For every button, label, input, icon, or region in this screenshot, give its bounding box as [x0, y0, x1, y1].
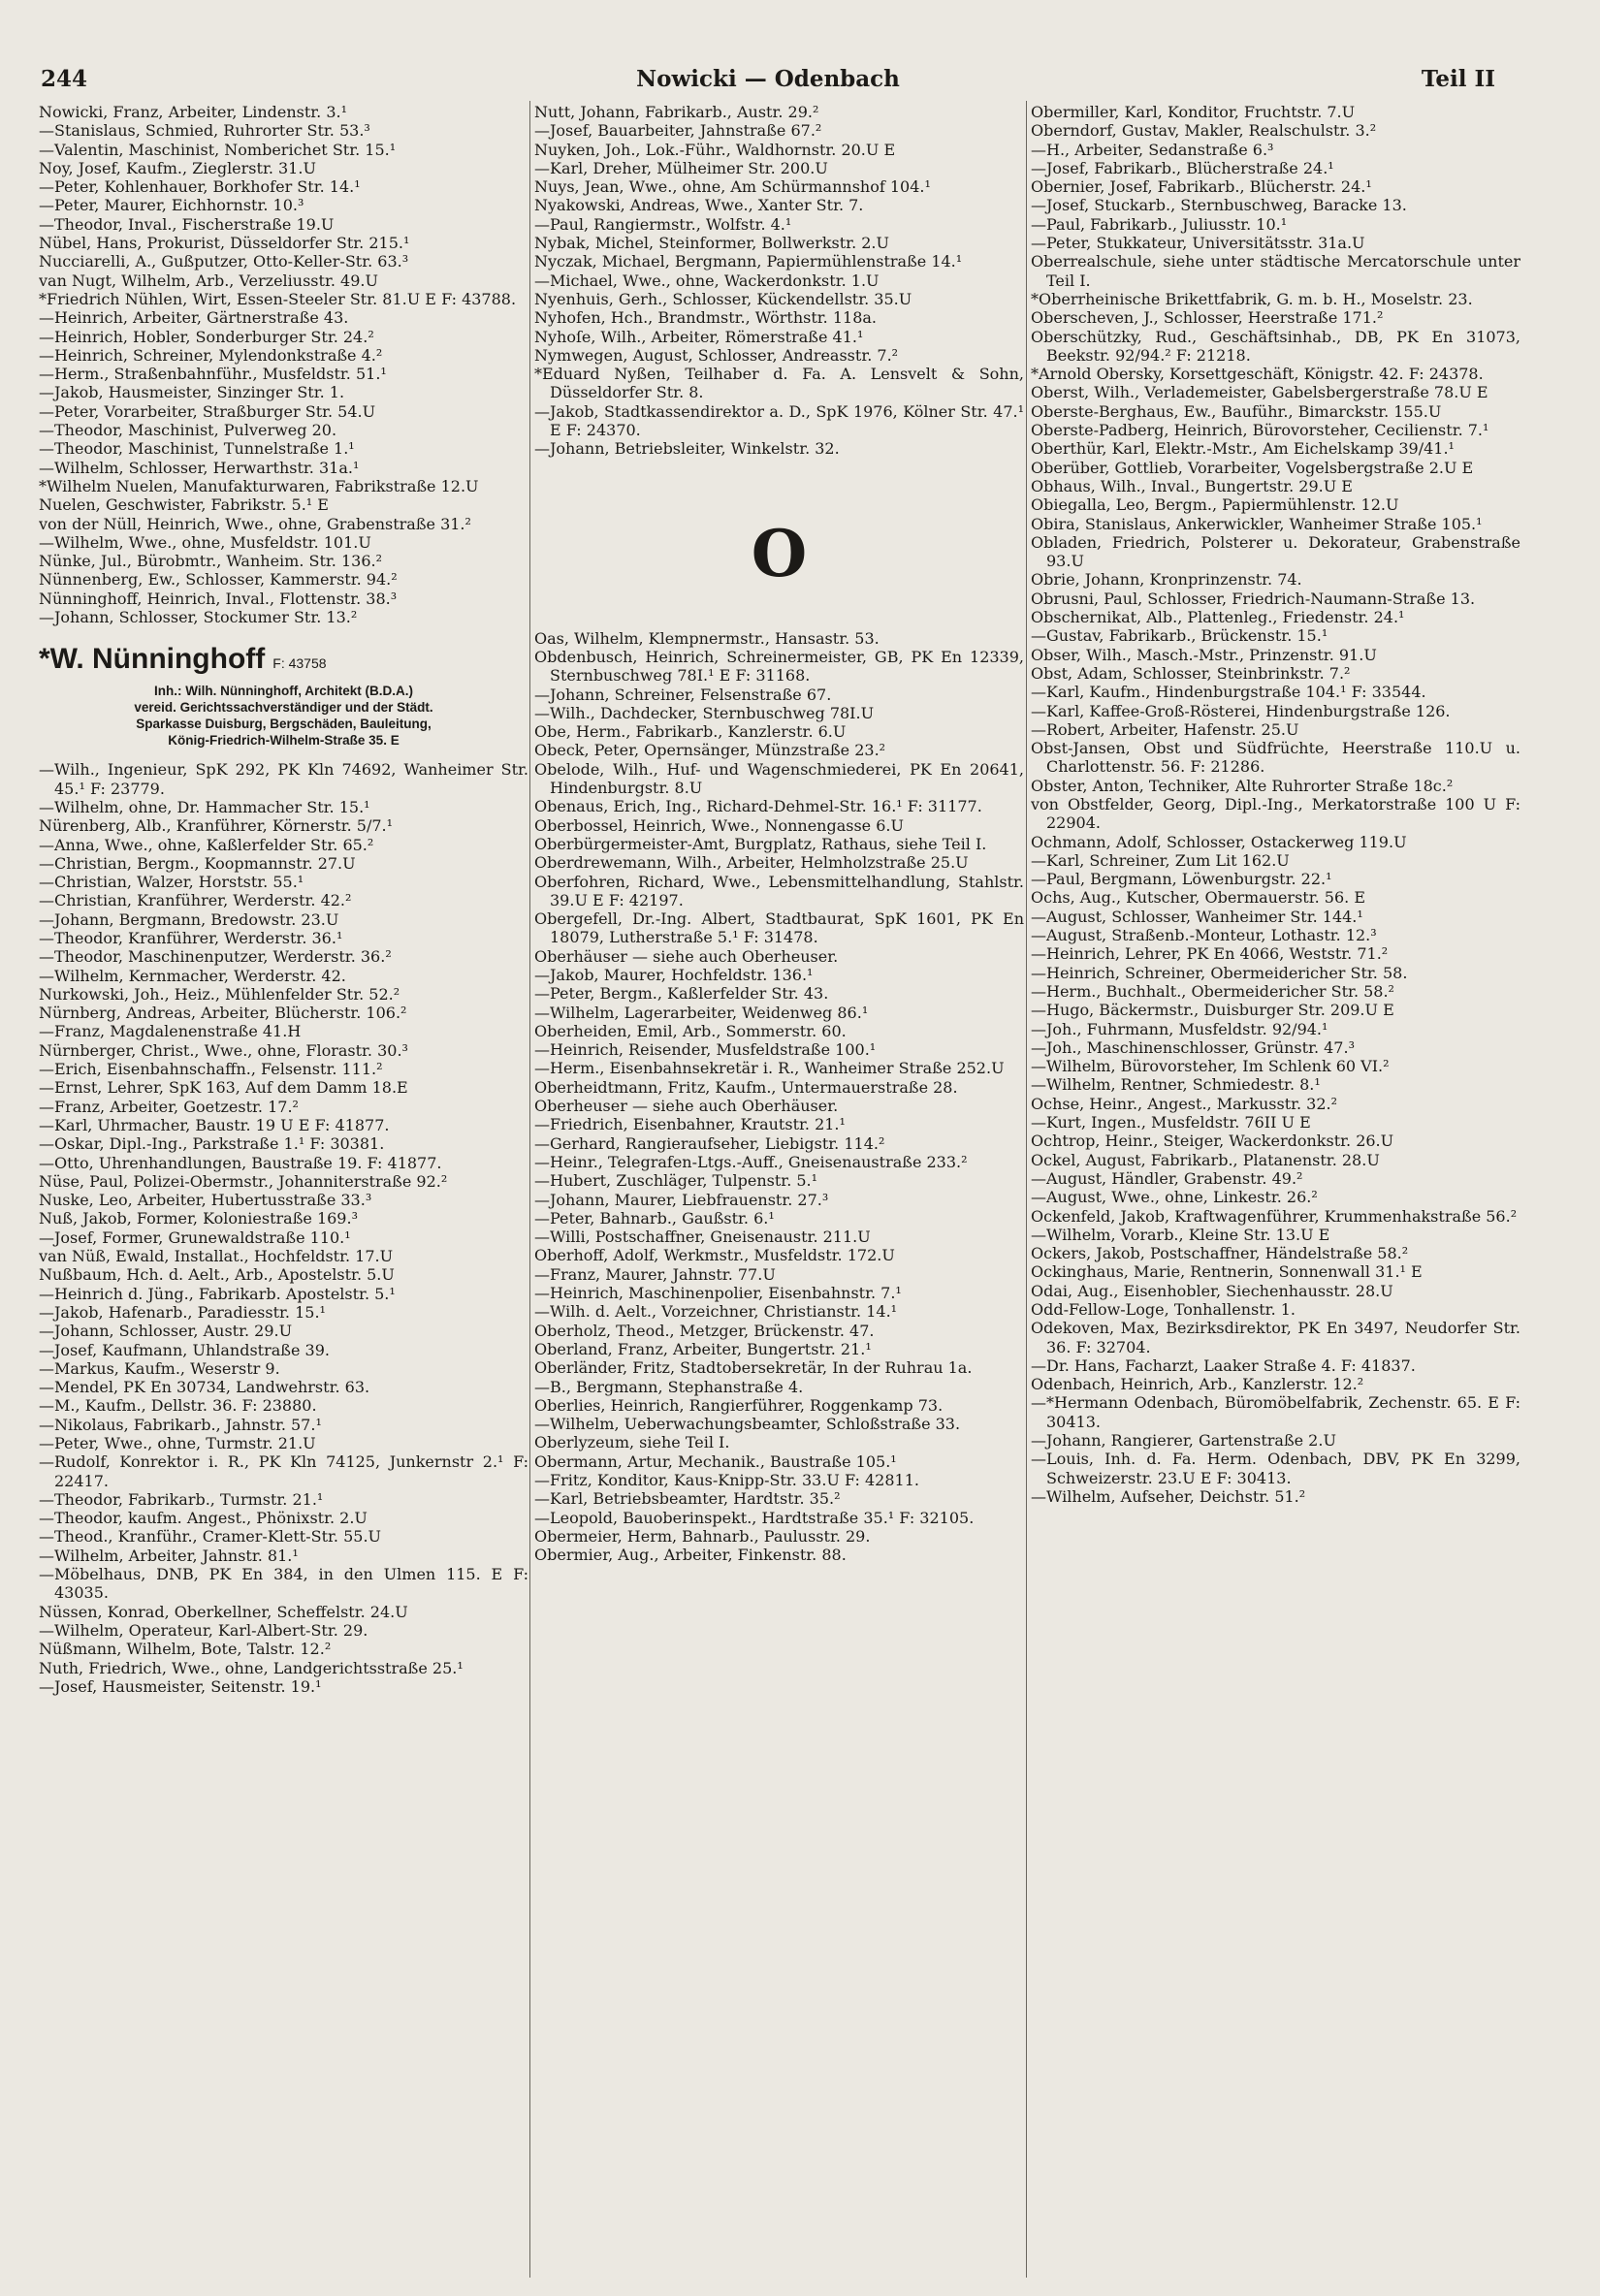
directory-entry: —Ernst, Lehrer, SpK 163, Auf dem Damm 18.E: [39, 1078, 408, 1098]
directory-entry: Obser, Wilh., Masch.-Mstr., Prinzenstr. 91.U: [1031, 645, 1377, 664]
directory-entry: Oberlies, Heinrich, Rangierführer, Roggenkamp 73.: [534, 1395, 944, 1415]
directory-entry: Oberste-Berghaus, Ew., Bauführ., Bimarckstr. 155.U: [1031, 401, 1442, 421]
directory-entry: —Karl, Kaufm., Hindenburgstraße 104.¹ F: 33544.: [1031, 683, 1426, 702]
directory-entry: Nübel, Hans, Prokurist, Düsseldorfer Str. 215.¹: [39, 234, 410, 253]
directory-entry: —Karl, Betriebsbeamter, Hardtstr. 35.²: [534, 1489, 841, 1509]
directory-entry: Odd-Fellow-Loge, Tonhallenstr. 1.: [1031, 1300, 1296, 1319]
directory-entry: Nyakowski, Andreas, Wwe., Xanter Str. 7.: [534, 196, 864, 215]
directory-entry: —Wilhelm, Bürovorsteher, Im Schlenk 60 VI.²: [1031, 1057, 1390, 1076]
directory-entry: —Peter, Bahnarb., Gaußstr. 6.¹: [534, 1208, 775, 1228]
directory-entry: Obira, Stanislaus, Ankerwickler, Wanheimer Straße 105.¹: [1031, 514, 1483, 533]
directory-entry: Oberste-Padberg, Heinrich, Bürovorsteher, Cecilienstr. 7.¹: [1031, 421, 1489, 440]
directory-entry: Obenaus, Erich, Ing., Richard-Dehmel-Str. 16.¹ F: 31177.: [534, 797, 982, 816]
directory-entry: —Heinrich, Reisender, Musfeldstraße 100.¹: [534, 1040, 877, 1060]
directory-entry: —August, Schlosser, Wanheimer Str. 144.¹: [1031, 907, 1363, 926]
directory-entry: Obermann, Artur, Mechanik., Baustraße 105.¹: [534, 1451, 897, 1471]
directory-entry: —Valentin, Maschinist, Nomberichet Str. 15.¹: [39, 140, 397, 159]
directory-entry: Obiegalla, Leo, Bergm., Papiermühlenstr. 12.U: [1031, 495, 1399, 515]
directory-entry: Oberheuser — siehe auch Oberhäuser.: [534, 1097, 839, 1116]
column-divider: [1026, 101, 1027, 2278]
directory-entry: —Leopold, Bauoberinspekt., Hardtstraße 35.¹ F: 32105.: [534, 1508, 975, 1527]
directory-entry: Oas, Wilhelm, Klempnermstr., Hansastr. 53.: [534, 628, 880, 648]
directory-entry: Nuyken, Joh., Lok.-Führ., Waldhornstr. 20.U E: [534, 140, 896, 159]
directory-entry: Oberland, Franz, Arbeiter, Bungertstr. 21.¹: [534, 1339, 872, 1358]
directory-entry: —Theodor, Maschinist, Tunnelstraße 1.¹: [39, 439, 355, 459]
directory-entry: —Wilhelm, Wwe., ohne, Musfeldstr. 101.U: [39, 532, 371, 552]
directory-entry: —Michael, Wwe., ohne, Wackerdonkstr. 1.U: [534, 271, 880, 290]
directory-entry: Oberheidtmann, Fritz, Kaufm., Untermauerstraße 28.: [534, 1077, 958, 1097]
directory-entry: —Jakob, Hafenarb., Paradiesstr. 15.¹: [39, 1302, 326, 1322]
directory-entry: —Mendel, PK En 30734, Landwehrstr. 63.: [39, 1378, 370, 1397]
directory-entry: Nüssen, Konrad, Oberkellner, Scheffelstr. 24.U: [39, 1602, 408, 1621]
directory-entry: —Wilh., Ingenieur, SpK 292, PK Kln 74692, Wanheimer Str. 45.¹ F: 23779.: [39, 760, 528, 798]
directory-entry: Nuelen, Geschwister, Fabrikstr. 5.¹ E: [39, 495, 329, 515]
directory-entry: Obhaus, Wilh., Inval., Bungertstr. 29.U E: [1031, 476, 1353, 495]
directory-entry: —Josef, Hausmeister, Seitenstr. 19.¹: [39, 1676, 322, 1696]
directory-entry: —Josef, Kaufmann, Uhlandstraße 39.: [39, 1340, 330, 1359]
directory-entry: —Erich, Eisenbahnschaffn., Felsenstr. 111.²: [39, 1060, 383, 1079]
directory-entry: —Robert, Arbeiter, Hafenstr. 25.U: [1031, 719, 1299, 739]
directory-entry: —Stanislaus, Schmied, Ruhrorter Str. 53.³: [39, 121, 370, 141]
column-1: [39, 103, 528, 2275]
directory-entry: Nürnberg, Andreas, Arbeiter, Blücherstr. 106.²: [39, 1004, 407, 1023]
directory-entry: Nyenhuis, Gerh., Schlosser, Kückendellstr. 35.U: [534, 289, 912, 308]
page-header: [41, 66, 1495, 107]
directory-entry: —Rudolf, Konrektor i. R., PK Kln 74125, Junkernstr 2.¹ F: 22417.: [39, 1452, 528, 1490]
directory-entry: —Wilhelm, Kernmacher, Werderstr. 42.: [39, 966, 346, 985]
directory-entry: —Herm., Buchhalt., Obermeidericher Str. 58.²: [1031, 981, 1394, 1001]
directory-entry: Oberholz, Theod., Metzger, Brückenstr. 47.: [534, 1321, 875, 1340]
directory-entry: Nünninghoff, Heinrich, Inval., Flottenstr. 38.³: [39, 589, 398, 608]
directory-entry: Nünke, Jul., Bürobmtr., Wanheim. Str. 136.²: [39, 552, 382, 571]
advertisement: [39, 640, 528, 749]
directory-entry: —Jakob, Stadtkassendirektor a. D., SpK 1976, Kölner Str. 47.¹ E F: 24370.: [534, 401, 1024, 440]
directory-entry: —Markus, Kaufm., Weserstr 9.: [39, 1358, 280, 1378]
directory-entry: Obelode, Wilh., Huf- und Wagenschmiederei, PK En 20641, Hindenburgstr. 8.U: [534, 759, 1024, 798]
directory-entry: Oberbürgermeister-Amt, Burgplatz, Rathaus, siehe Teil I.: [534, 834, 987, 853]
directory-entry: *Wilhelm Nuelen, Manufakturwaren, Fabrikstraße 12.U: [39, 476, 479, 495]
directory-entry: Obladen, Friedrich, Polsterer u. Dekorateur, Grabenstraße 93.U: [1031, 532, 1520, 571]
directory-entry: —Heinrich, Maschinenpolier, Eisenbahnstr. 7.¹: [534, 1284, 902, 1303]
directory-entry: —Heinr., Telegrafen-Ltgs.-Auff., Gneisenaustraße 233.²: [534, 1152, 968, 1171]
page-range-title: Nowicki — Odenbach: [636, 66, 900, 92]
directory-entry: Obe, Herm., Fabrikarb., Kanzlerstr. 6.U: [534, 722, 847, 742]
directory-entry: —Wilhelm, Rentner, Schmiedestr. 8.¹: [1031, 1075, 1321, 1095]
directory-entry: —Peter, Kohlenhauer, Borkhofer Str. 14.¹: [39, 177, 361, 197]
directory-entry: van Nugt, Wilhelm, Arb., Verzeliusstr. 49.U: [39, 271, 378, 290]
ad-name: *W. Nünninghoff: [39, 643, 266, 676]
column-divider: [529, 101, 530, 2278]
directory-entry: —Anna, Wwe., ohne, Kaßlerfelder Str. 65.²: [39, 835, 374, 854]
directory-entry: Oberscheven, J., Schlosser, Heerstraße 171.²: [1031, 308, 1384, 328]
directory-entry: —*Hermann Odenbach, Büromöbelfabrik, Zechenstr. 65. E F: 30413.: [1031, 1393, 1520, 1431]
directory-entry: Oberlyzeum, siehe Teil I.: [534, 1433, 730, 1452]
directory-entry: —Christian, Walzer, Horststr. 55.¹: [39, 873, 304, 892]
directory-entry: —August, Straßenb.-Monteur, Lothastr. 12.³: [1031, 926, 1377, 945]
directory-entry: van Nüß, Ewald, Installat., Hochfeldstr. 17.U: [39, 1247, 394, 1266]
directory-entry: Obermeier, Herm, Bahnarb., Paulusstr. 29.: [534, 1526, 871, 1546]
directory-entry: —Joh., Fuhrmann, Musfeldstr. 92/94.¹: [1031, 1019, 1328, 1038]
directory-entry: Nutt, Johann, Fabrikarb., Austr. 29.²: [534, 103, 819, 121]
directory-entry: —Paul, Bergmann, Löwenburgstr. 22.¹: [1031, 870, 1332, 889]
directory-entry: —B., Bergmann, Stephanstraße 4.: [534, 1377, 804, 1396]
directory-entry: —Heinrich, Hobler, Sonderburger Str. 24.²: [39, 327, 374, 346]
directory-entry: —Christian, Kranführer, Werderstr. 42.²: [39, 891, 352, 910]
directory-entry: Nyhofen, Hch., Brandmstr., Wörthstr. 118a.: [534, 308, 878, 328]
directory-entry: Ockenfeld, Jakob, Kraftwagenführer, Krummenhakstraße 56.²: [1031, 1206, 1518, 1226]
directory-entry: —August, Wwe., ohne, Linkestr. 26.²: [1031, 1188, 1318, 1207]
directory-entry: —Wilhelm, Schlosser, Herwarthstr. 31a.¹: [39, 458, 360, 477]
directory-entry: Ockers, Jakob, Postschaffner, Händelstraße 58.²: [1031, 1244, 1409, 1263]
ad-line: vereid. Gerichtssachverständiger und der Städt.: [134, 700, 433, 716]
directory-entry: Obrie, Johann, Kronprinzenstr. 74.: [1031, 570, 1302, 590]
directory-entry: —Wilhelm, Vorarb., Kleine Str. 13.U E: [1031, 1225, 1330, 1244]
directory-entry: Obermier, Aug., Arbeiter, Finkenstr. 88.: [534, 1546, 847, 1565]
directory-entry: —Jakob, Hausmeister, Sinzinger Str. 1.: [39, 383, 345, 402]
directory-entry: Oberfohren, Richard, Wwe., Lebensmittelhandlung, Stahlstr. 39.U E F: 42197.: [534, 872, 1024, 909]
directory-entry: —Josef, Bauarbeiter, Jahnstraße 67.²: [534, 121, 822, 141]
directory-entry: —Hubert, Zuschläger, Tulpenstr. 5.¹: [534, 1171, 818, 1191]
directory-entry: —Dr. Hans, Facharzt, Laaker Straße 4. F: 41837.: [1031, 1355, 1416, 1375]
directory-entry: —Theodor, Maschinist, Pulverweg 20.: [39, 421, 337, 440]
directory-entry: —Herm., Straßenbahnführ., Musfeldstr. 51.¹: [39, 365, 387, 384]
directory-entry: Obeck, Peter, Opernsänger, Münzstraße 23.²: [534, 741, 886, 760]
directory-entry: —Möbelhaus, DNB, PK En 384, in den Ulmen 115. E F: 43035.: [39, 1565, 528, 1603]
directory-entry: Nybak, Michel, Steinformer, Bollwerkstr. 2.U: [534, 234, 889, 253]
directory-entry: —Karl, Schreiner, Zum Lit 162.U: [1031, 850, 1290, 870]
directory-entry: —M., Kaufm., Dellstr. 36. F: 23880.: [39, 1396, 317, 1416]
directory-entry: Nußbaum, Hch. d. Aelt., Arb., Apostelstr. 5.U: [39, 1265, 395, 1285]
directory-entry: —Peter, Vorarbeiter, Straßburger Str. 54.U: [39, 401, 376, 421]
ad-line: König-Friedrich-Wilhelm-Straße 35. E: [168, 733, 400, 749]
directory-entry: Oberbossel, Heinrich, Wwe., Nonnengasse 6.U: [534, 815, 904, 835]
directory-entry: —Heinrich, Schreiner, Mylendonkstraße 4.²: [39, 345, 383, 365]
directory-entry: —Johann, Bergmann, Bredowstr. 23.U: [39, 909, 339, 929]
directory-entry: —Franz, Magdalenenstraße 41.H: [39, 1022, 302, 1041]
directory-entry: Nuske, Leo, Arbeiter, Hubertusstraße 33.³: [39, 1191, 372, 1210]
directory-entry: —Paul, Rangiermstr., Wolfstr. 4.¹: [534, 214, 792, 234]
directory-entry: —Wilhelm, Aufseher, Deichstr. 51.²: [1031, 1486, 1306, 1506]
directory-entry: Oberthür, Karl, Elektr.-Mstr., Am Eichelskamp 39/41.¹: [1031, 439, 1455, 459]
directory-entry: —August, Händler, Grabenstr. 49.²: [1031, 1168, 1303, 1188]
directory-entry: Oberst, Wilh., Verlademeister, Gabelsbergerstraße 78.U E: [1031, 383, 1488, 402]
directory-entry: Nurkowski, Joh., Heiz., Mühlenfelder Str. 52.²: [39, 984, 400, 1004]
ad-line: Sparkasse Duisburg, Bergschäden, Bauleitung,: [136, 717, 432, 732]
directory-entry: Ochtrop, Heinr., Steiger, Wackerdonkstr. 26.U: [1031, 1132, 1394, 1151]
directory-entry: —Theodor, kaufm. Angest., Phönixstr. 2.U: [39, 1509, 368, 1528]
directory-entry: Ochse, Heinr., Angest., Markusstr. 32.²: [1031, 1094, 1338, 1113]
part-label: Teil II: [1421, 66, 1495, 92]
directory-entry: Ockinghaus, Marie, Rentnerin, Sonnenwall 31.¹ E: [1031, 1262, 1423, 1282]
directory-entry: Obrusni, Paul, Schlosser, Friedrich-Naumann-Straße 13.: [1031, 589, 1476, 608]
directory-entry: —Theodor, Maschinenputzer, Werderstr. 36.²: [39, 947, 392, 967]
directory-entry: Obst-Jansen, Obst und Südfrüchte, Heerstraße 110.U u. Charlottenstr. 56. F: 21286.: [1031, 739, 1520, 777]
directory-entry: Obschernikat, Alb., Plattenleg., Friedenstr. 24.¹: [1031, 608, 1405, 627]
directory-entry: —Heinrich, Schreiner, Obermeidericher Str. 58.: [1031, 963, 1408, 982]
directory-entry: —Heinrich, Lehrer, PK En 4066, Weststr. 71.²: [1031, 944, 1389, 964]
directory-entry: —Karl, Uhrmacher, Baustr. 19 U E F: 41877.: [39, 1115, 390, 1134]
ad-phone: F: 43758: [272, 655, 327, 672]
directory-entry: Oberüber, Gottlieb, Vorarbeiter, Vogelsbergstraße 2.U E: [1031, 458, 1474, 477]
directory-entry: Nüse, Paul, Polizei-Obermstr., Johanniterstraße 92.²: [39, 1171, 448, 1191]
directory-entry: Oberdrewemann, Wilh., Arbeiter, Helmholzstraße 25.U: [534, 853, 969, 873]
directory-entry: Noy, Josef, Kaufm., Zieglerstr. 31.U: [39, 158, 316, 177]
directory-entry: Ochs, Aug., Kutscher, Obermauerstr. 56. E: [1031, 888, 1365, 908]
directory-entry: Oberhoff, Adolf, Werkmstr., Musfeldstr. 172.U: [534, 1246, 895, 1265]
directory-entry: Obernier, Josef, Fabrikarb., Blücherstr. 24.¹: [1031, 177, 1372, 197]
column-2: [534, 103, 1024, 2275]
directory-entry: —Willi, Postschaffner, Gneisenaustr. 211.U: [534, 1228, 871, 1247]
directory-entry: *Arnold Obersky, Korsettgeschäft, Königstr. 42. F: 24378.: [1031, 365, 1484, 384]
directory-entry: —Joh., Maschinenschlosser, Grünstr. 47.³: [1031, 1037, 1355, 1057]
directory-entry: —Josef, Former, Grunewaldstraße 110.¹: [39, 1228, 351, 1247]
directory-entry: Nürenberg, Alb., Kranführer, Körnerstr. 5/7.¹: [39, 816, 394, 836]
directory-entry: —Karl, Kaffee-Groß-Rösterei, Hindenburgstraße 126.: [1031, 701, 1451, 720]
directory-entry: Oberhäuser — siehe auch Oberheuser.: [534, 946, 839, 966]
directory-entry: —H., Arbeiter, Sedanstraße 6.³: [1031, 140, 1274, 159]
directory-entry: Nyhoſe, Wilh., Arbeiter, Römerstraße 41.¹: [534, 327, 864, 346]
directory-entry: Ochmann, Adolf, Schlosser, Ostackerweg 119.U: [1031, 832, 1407, 851]
directory-entry: Nowicki, Franz, Arbeiter, Lindenstr. 3.¹: [39, 103, 348, 121]
directory-entry: —Jakob, Maurer, Hochfeldstr. 136.¹: [534, 965, 814, 984]
directory-entry: —Nikolaus, Fabrikarb., Jahnstr. 57.¹: [39, 1415, 322, 1434]
directory-entry: Obermiller, Karl, Konditor, Fruchtstr. 7.U: [1031, 103, 1356, 121]
directory-entry: Nünnenberg, Ew., Schlosser, Kammerstr. 94.²: [39, 570, 398, 590]
directory-entry: —Otto, Uhrenhandlungen, Baustraße 19. F: 41877.: [39, 1153, 442, 1172]
directory-entry: —Wilh. d. Aelt., Vorzeichner, Christianstr. 14.¹: [534, 1302, 898, 1322]
directory-entry: —Johann, Maurer, Liebfrauenstr. 27.³: [534, 1190, 829, 1209]
directory-entry: Oberschützky, Rud., Geschäftsinhab., DB, PK En 31073, Beekstr. 92/94.² F: 21218.: [1031, 327, 1520, 365]
section-letter: O: [751, 515, 808, 591]
directory-entry: *Friedrich Nühlen, Wirt, Essen-Steeler Str. 81.U E F: 43788.: [39, 289, 517, 308]
directory-entry: Obergefell, Dr.-Ing. Albert, Stadtbaurat, SpK 1601, PK En 18079, Lutherstraße 5.¹ F: 31478.: [534, 909, 1024, 947]
directory-entry: Nuys, Jean, Wwe., ohne, Am Schürmannshof 104.¹: [534, 177, 931, 197]
directory-entry: —Karl, Dreher, Mülheimer Str. 200.U: [534, 158, 828, 177]
directory-entry: Nürnberger, Christ., Wwe., ohne, Florastr. 30.³: [39, 1040, 408, 1060]
directory-entry: —Heinrich, Arbeiter, Gärtnerstraße 43.: [39, 308, 349, 328]
directory-entry: Nuß, Jakob, Former, Koloniestraße 169.³: [39, 1209, 358, 1228]
directory-entry: —Peter, Stukkateur, Universitätsstr. 31a.U: [1031, 234, 1365, 253]
directory-entry: Ockel, August, Fabrikarb., Platanenstr. 28.U: [1031, 1150, 1380, 1169]
directory-entry: —Heinrich d. Jüng., Fabrikarb. Apostelstr. 5.¹: [39, 1284, 396, 1303]
directory-entry: —Friedrich, Eisenbahner, Krautstr. 21.¹: [534, 1115, 846, 1134]
page-number: 244: [41, 66, 88, 92]
directory-entry: —Wilhelm, Lagerarbeiter, Weidenweg 86.¹: [534, 1003, 869, 1022]
directory-entry: —Johann, Schlosser, Austr. 29.U: [39, 1322, 293, 1341]
directory-entry: —Paul, Fabrikarb., Juliusstr. 10.¹: [1031, 214, 1288, 234]
directory-entry: —Johann, Betriebsleiter, Winkelstr. 32.: [534, 439, 840, 459]
directory-entry: —Oskar, Dipl.-Ing., Parkstraße 1.¹ F: 30381.: [39, 1134, 385, 1154]
directory-entry: Nucciarelli, A., Gußputzer, Otto-Keller-Str. 63.³: [39, 252, 409, 271]
directory-entry: —Wilhelm, Arbeiter, Jahnstr. 81.¹: [39, 1546, 299, 1565]
directory-entry: Oberrealschule, siehe unter städtische Mercatorschule unter Teil I.: [1031, 252, 1520, 290]
directory-entry: *Eduard Nyßen, Teilhaber d. Fa. A. Lensvelt & Sohn, Düsseldorfer Str. 8.: [534, 365, 1024, 402]
directory-entry: Oberländer, Fritz, Stadtobersekretär, In der Ruhrau 1a.: [534, 1358, 973, 1378]
directory-entry: Obst, Adam, Schlosser, Steinbrinkstr. 7.²: [1031, 663, 1351, 683]
directory-entry: von der Nüll, Heinrich, Wwe., ohne, Grabenstraße 31.²: [39, 514, 471, 533]
directory-entry: von Obstfelder, Georg, Dipl.-Ing., Merkatorstraße 100 U F: 22904.: [1031, 794, 1520, 833]
directory-entry: Nüßmann, Wilhelm, Bote, Talstr. 12.²: [39, 1640, 332, 1659]
directory-entry: —Josef, Fabrikarb., Blücherstraße 24.¹: [1031, 158, 1334, 177]
directory-entry: —Franz, Arbeiter, Goetzestr. 17.²: [39, 1097, 299, 1116]
directory-entry: —Herm., Eisenbahnsekretär i. R., Wanheimer Straße 252.U: [534, 1059, 1005, 1078]
directory-entry: Obster, Anton, Techniker, Alte Ruhrorter Straße 18c.²: [1031, 776, 1454, 795]
directory-entry: —Kurt, Ingen., Musfeldstr. 76II U E: [1031, 1113, 1311, 1132]
directory-entry: —Theodor, Inval., Fischerstraße 19.U: [39, 214, 335, 234]
directory-entry: —Gerhard, Rangieraufseher, Liebigstr. 114.²: [534, 1133, 885, 1153]
directory-entry: —Franz, Maurer, Jahnstr. 77.U: [534, 1264, 776, 1284]
directory-entry: —Johann, Schlosser, Stockumer Str. 13.²: [39, 608, 358, 627]
directory-entry: Odekoven, Max, Bezirksdirektor, PK En 3497, Neudorfer Str. 36. F: 32704.: [1031, 1319, 1520, 1356]
directory-entry: —Theodor, Kranführer, Werderstr. 36.¹: [39, 928, 343, 947]
directory-entry: —Gustav, Fabrikarb., Brückenstr. 15.¹: [1031, 626, 1328, 646]
directory-entry: Obdenbusch, Heinrich, Schreinermeister, GB, PK En 12339, Sternbuschweg 78I.¹ E F: 31168.: [534, 647, 1024, 686]
directory-entry: Nymwegen, August, Schlosser, Andreasstr. 7.²: [534, 345, 899, 365]
directory-entry: Odenbach, Heinrich, Arb., Kanzlerstr. 12.²: [1031, 1375, 1364, 1394]
directory-entry: —Theodor, Fabrikarb., Turmstr. 21.¹: [39, 1489, 324, 1509]
directory-entry: Nyczak, Michael, Bergmann, Papiermühlenstraße 14.¹: [534, 252, 963, 271]
directory-entry: —Josef, Stuckarb., Sternbuschweg, Baracke 13.: [1031, 196, 1407, 215]
directory-entry: —Peter, Wwe., ohne, Turmstr. 21.U: [39, 1434, 316, 1452]
ad-title: [39, 640, 528, 683]
directory-entry: —Wilhelm, ohne, Dr. Hammacher Str. 15.¹: [39, 797, 370, 816]
directory-entry: —Louis, Inh. d. Fa. Herm. Odenbach, DBV, PK En 3299, Schweizerstr. 23.U E F: 30413.: [1031, 1450, 1520, 1487]
directory-entry: —Hugo, Bäckermstr., Duisburger Str. 209.U E: [1031, 1001, 1394, 1020]
directory-entry: —Wilhelm, Ueberwachungsbeamter, Schloßstraße 33.: [534, 1415, 961, 1434]
ad-line: Inh.: Wilh. Nünninghoff, Architekt (B.D.A.): [153, 684, 414, 699]
directory-entry: —Wilh., Dachdecker, Sternbuschweg 78I.U: [534, 703, 875, 722]
directory-entry: —Johann, Rangierer, Gartenstraße 2.U: [1031, 1431, 1336, 1451]
directory-entry: —Peter, Maurer, Eichhornstr. 10.³: [39, 196, 304, 215]
directory-entry: —Johann, Schreiner, Felsenstraße 67.: [534, 685, 832, 704]
directory-entry: Odai, Aug., Eisenhobler, Siechenhausstr. 28.U: [1031, 1281, 1393, 1300]
column-3: [1031, 103, 1520, 2275]
directory-entry: Nuth, Friedrich, Wwe., ohne, Landgerichtsstraße 25.¹: [39, 1658, 464, 1677]
directory-entry: —Wilhelm, Operateur, Karl-Albert-Str. 29.: [39, 1620, 368, 1640]
directory-entry: Oberheiden, Emil, Arb., Sommerstr. 60.: [534, 1021, 847, 1040]
directory-entry: —Peter, Bergm., Kaßlerfelder Str. 43.: [534, 984, 829, 1004]
directory-entry: Oberndorf, Gustav, Makler, Realschulstr. 3.²: [1031, 121, 1377, 141]
directory-entry: —Fritz, Konditor, Kaus-Knipp-Str. 33.U F: 42811.: [534, 1471, 919, 1489]
directory-entry: —Theod., Kranführ., Cramer-Klett-Str. 55.U: [39, 1527, 382, 1547]
directory-entry: —Christian, Bergm., Koopmannstr. 27.U: [39, 853, 356, 873]
directory-entry: *Oberrheinische Brikettfabrik, G. m. b. H., Moselstr. 23.: [1031, 289, 1473, 308]
